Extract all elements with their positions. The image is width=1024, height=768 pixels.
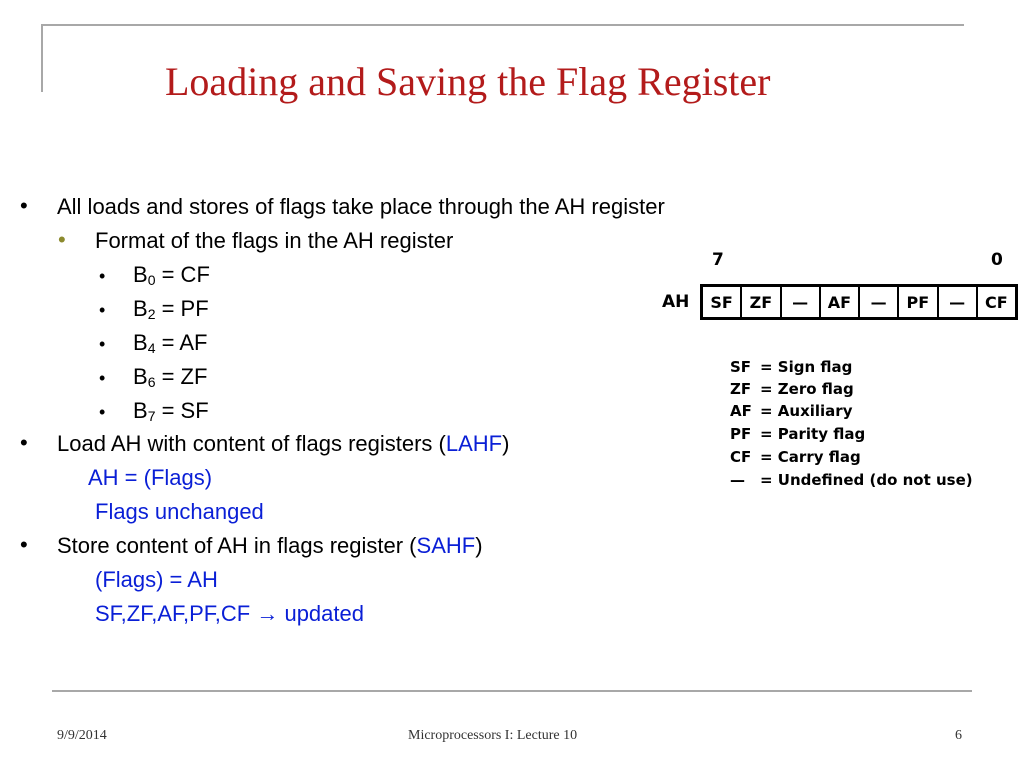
legend-row: SF = Sign flag bbox=[730, 358, 853, 376]
bit-item: $B_0$ = CF bbox=[133, 262, 210, 288]
frame-left-line bbox=[41, 24, 43, 92]
legend-row: CF = Carry flag bbox=[730, 448, 861, 466]
bit-item: $B_4$ = AF bbox=[133, 330, 208, 356]
sub-bullet-icon: • bbox=[58, 227, 66, 252]
bullet-text: All loads and stores of flags take place through the AH register bbox=[57, 194, 665, 219]
sub-bullet-text: Format of the flags in the AH register bbox=[95, 228, 454, 253]
legend-row: ZF = Zero flag bbox=[730, 380, 854, 398]
bit-bullet-icon: • bbox=[99, 368, 106, 388]
footer-page-number: 6 bbox=[955, 728, 962, 743]
lahf-note: Flags unchanged bbox=[95, 499, 264, 524]
reg-cell: SF bbox=[703, 287, 742, 317]
bit-7-label: 7 bbox=[712, 250, 724, 270]
ah-register-box bbox=[700, 284, 1018, 320]
reg-cell: — bbox=[860, 287, 899, 317]
bullet-text: Load AH with content of flags registers (LAHF) bbox=[57, 431, 510, 456]
lahf-effect: AH = (Flags) bbox=[88, 465, 213, 490]
bit-bullet-icon: • bbox=[99, 266, 106, 286]
bullet-icon: • bbox=[20, 430, 28, 455]
bullet-icon: • bbox=[20, 532, 28, 557]
reg-cell: — bbox=[939, 287, 978, 317]
frame-top-line bbox=[43, 24, 964, 26]
legend-row: AF = Auxiliary bbox=[730, 402, 853, 420]
bit-bullet-icon: • bbox=[99, 334, 106, 354]
bit-0-label: 0 bbox=[991, 250, 1003, 270]
footer-course: Microprocessors I: Lecture 10 bbox=[408, 728, 578, 743]
reg-cell: AF bbox=[821, 287, 860, 317]
bullet-icon: • bbox=[20, 193, 28, 218]
bit-bullet-icon: • bbox=[99, 402, 106, 422]
reg-cell: ZF bbox=[742, 287, 781, 317]
legend-row: PF = Parity flag bbox=[730, 425, 866, 443]
bit-item: $B_7$ = SF bbox=[133, 398, 209, 424]
footer-divider bbox=[52, 690, 972, 692]
reg-cell: CF bbox=[985, 292, 1008, 312]
sahf-effect: (Flags) = AH bbox=[95, 567, 218, 592]
footer-date: 9/9/2014 bbox=[57, 728, 107, 743]
legend-row: — = Undefined (do not use) bbox=[730, 471, 973, 489]
bit-item: $B_2$ = PF bbox=[133, 296, 209, 322]
ah-register-label: AH bbox=[662, 292, 690, 312]
reg-cell: PF bbox=[899, 287, 938, 317]
ah-flag-diagram bbox=[650, 246, 1022, 496]
sahf-note: SF,ZF,AF,PF,CF → updated bbox=[95, 601, 364, 626]
bit-item: $B_6$ = ZF bbox=[133, 364, 208, 390]
reg-cell: — bbox=[782, 287, 821, 317]
bit-bullet-icon: • bbox=[99, 300, 106, 320]
slide-title: Loading and Saving the Flag Register bbox=[165, 59, 771, 104]
bullet-text: Store content of AH in flags register (SAHF) bbox=[57, 533, 483, 558]
